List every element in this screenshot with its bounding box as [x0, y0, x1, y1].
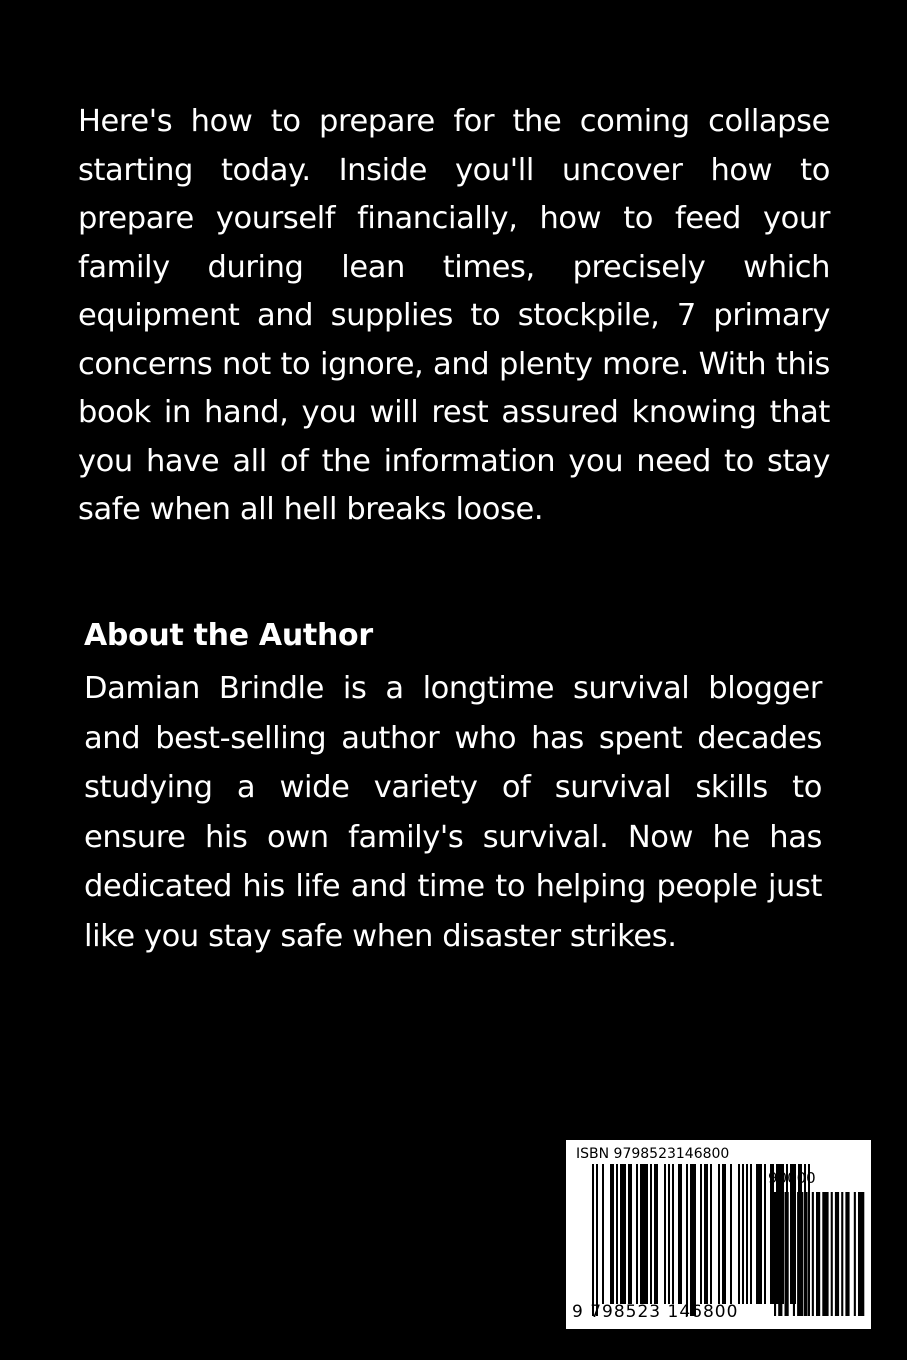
barcode-bars	[566, 1140, 871, 1329]
barcode-bar	[722, 1164, 726, 1304]
price-addon-label: 90000	[768, 1169, 816, 1187]
barcode-bar	[704, 1164, 708, 1304]
barcode-bar	[628, 1164, 632, 1304]
barcode-bar	[730, 1164, 732, 1304]
barcode-bar	[812, 1192, 814, 1316]
barcode-bar	[816, 1192, 820, 1316]
barcode-bar	[764, 1164, 766, 1304]
barcode-bar	[785, 1192, 789, 1316]
barcode-bar	[654, 1164, 658, 1304]
barcode-bar	[602, 1164, 604, 1304]
barcode-bar	[774, 1192, 776, 1316]
barcode-bar	[718, 1164, 720, 1304]
barcode-bar	[806, 1192, 808, 1316]
barcode-bar	[756, 1164, 762, 1304]
barcode-bar	[841, 1192, 843, 1316]
barcode-bar	[742, 1164, 744, 1304]
barcode-bar	[778, 1192, 782, 1316]
barcode-bar	[592, 1164, 594, 1316]
barcode-bar	[746, 1164, 748, 1304]
barcode-bar	[672, 1164, 674, 1304]
about-author-heading: About the Author	[84, 618, 373, 653]
author-bio: Damian Brindle is a longtime survival blogger and best-selling author who has spent decades studying a wide variety of survival skills to ensure his own family's survival. Now he has dedicated his life and time to helping people just like you stay safe when disaster strikes.	[84, 671, 822, 954]
barcode-bar	[858, 1192, 864, 1316]
barcode-bar	[610, 1164, 614, 1304]
barcode-bar	[664, 1164, 666, 1304]
barcode-bar	[854, 1192, 856, 1316]
barcode-bar	[738, 1164, 740, 1304]
barcode-bar	[616, 1164, 618, 1304]
barcode-bar	[620, 1164, 626, 1304]
barcode-bar	[797, 1192, 803, 1316]
book-blurb: Here's how to prepare for the coming collapse starting today. Inside you'll uncover how to prepare yourself financially, how to feed your family during lean times, precisely which equipment and supplies to stockpile, 7 primary concerns not to ignore, and plenty more. With this book in hand, you will rest assured knowing that you have all of the information you need to stay safe when all hell breaks loose.	[78, 104, 830, 527]
barcode-bar	[845, 1192, 849, 1316]
barcode-bar	[835, 1192, 839, 1316]
barcode-bar	[596, 1164, 598, 1316]
barcode-bar	[686, 1164, 688, 1316]
barcode-bar	[650, 1164, 652, 1304]
barcode-bar	[678, 1164, 682, 1304]
barcode-bar	[831, 1192, 833, 1316]
isbn-barcode	[566, 1140, 871, 1329]
barcode-bar	[793, 1192, 795, 1316]
barcode-bar	[636, 1164, 638, 1304]
isbn-digits: 9 798523 146800	[572, 1302, 739, 1322]
barcode-bar	[822, 1192, 828, 1316]
barcode-bar	[700, 1164, 702, 1304]
barcode-bar	[668, 1164, 670, 1304]
barcode-bar	[710, 1164, 712, 1304]
barcode-bar	[690, 1164, 696, 1316]
isbn-label: ISBN 9798523146800	[576, 1146, 730, 1162]
barcode-bar	[640, 1164, 648, 1304]
barcode-bar	[750, 1164, 752, 1304]
